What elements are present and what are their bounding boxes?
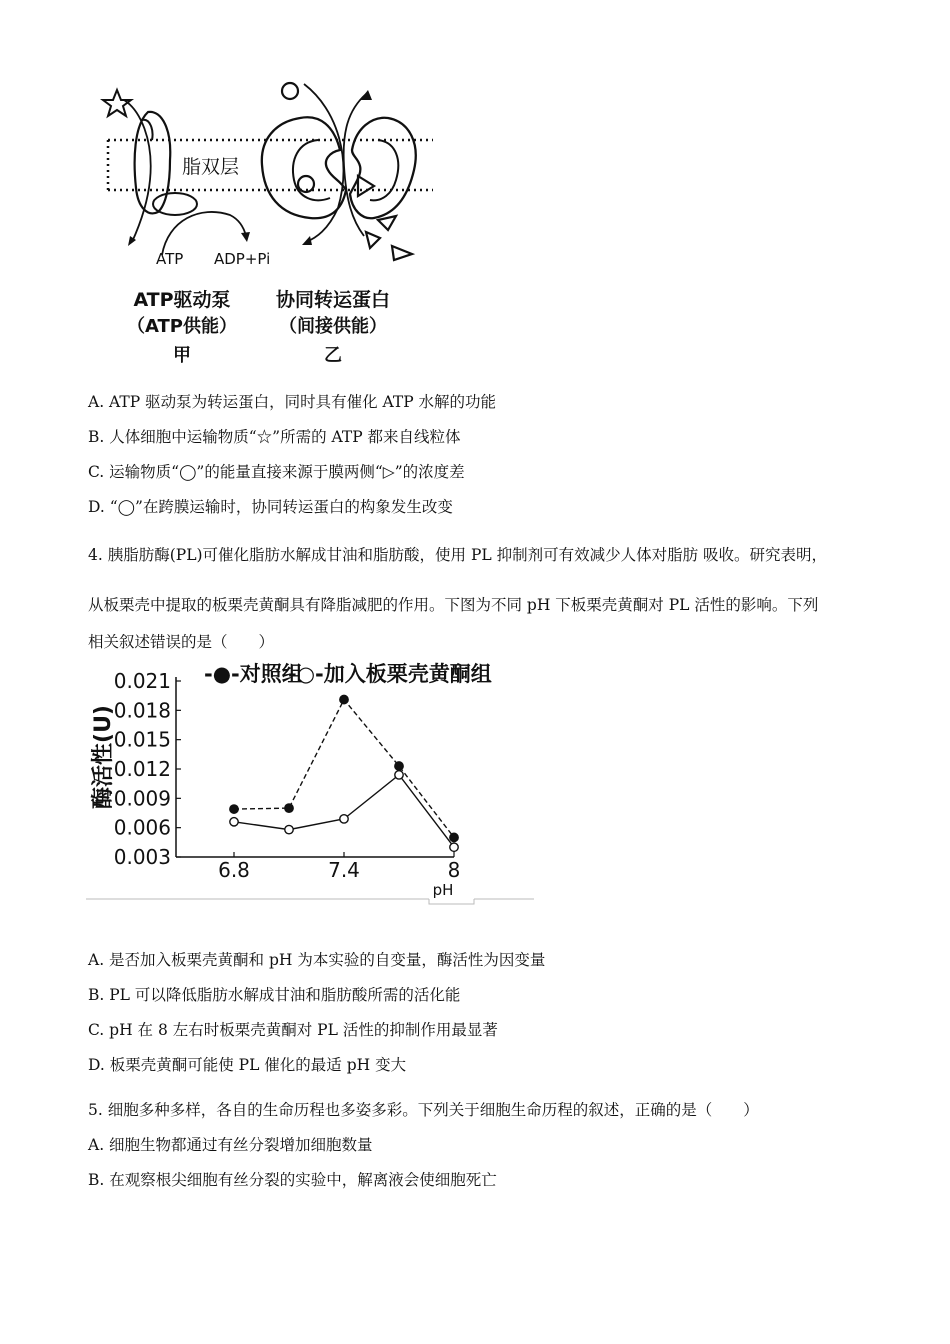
q3-option-d: D. “◯”在跨膜运输时，协同转运蛋白的构象发生改变: [88, 498, 453, 516]
atp-pump-shape: [135, 112, 171, 213]
data-point-control: [340, 695, 348, 703]
legend-treatment: -○-加入板栗壳黄酮组: [288, 662, 492, 686]
triangle-icon: [366, 232, 380, 248]
atp-binding-domain: [153, 193, 197, 215]
q4-option-c: C. pH 在 8 左右时板栗壳黄酮对 PL 活性的抑制作用最显著: [88, 1021, 498, 1039]
chart-series: [230, 695, 458, 851]
q5-stem: 5. 细胞多种多样，各自的生命历程也多姿多彩。下列关于细胞生命历程的叙述，正确的是（ ）: [88, 1101, 759, 1119]
q4-stem-line1: 4. 胰脂肪酶(PL)可催化脂肪水解成甘油和脂肪酸，使用 PL 抑制剂可有效减少人体对脂肪 吸收。研究表明，: [88, 546, 828, 564]
transport-diagram: [90, 70, 450, 370]
pump-a-tag: 甲: [173, 345, 191, 366]
y-tick-label: 0.021: [113, 669, 171, 693]
enzyme-activity-chart: [84, 655, 536, 907]
label-atp: ATP: [156, 250, 184, 268]
pump-b-title: 协同转运蛋白: [275, 289, 391, 311]
q3-option-a: A. ATP 驱动泵为转运蛋白，同时具有催化 ATP 水解的功能: [88, 393, 497, 411]
chart-legend: [204, 662, 492, 686]
data-point-control: [285, 804, 293, 812]
q4-option-b: B. PL 可以降低脂肪水解成甘油和脂肪酸所需的活化能: [88, 986, 461, 1004]
cotransporter-right-lobe: [350, 118, 416, 218]
y-tick-label: 0.006: [113, 815, 171, 840]
q4-stem-line2: 从板栗壳中提取的板栗壳黄酮具有降脂减肥的作用。下图为不同 pH 下板栗壳黄酮对 PL 活性的影响。下列: [88, 596, 819, 614]
data-point-control: [395, 762, 403, 770]
transport-figure: [90, 70, 450, 370]
data-point-treatment: [340, 815, 348, 823]
y-tick-label: 0.003: [113, 845, 171, 869]
y-tick-label: 0.015: [113, 727, 171, 752]
x-tick-label: 7.4: [328, 858, 360, 882]
data-point-treatment: [230, 818, 238, 826]
pump-a-title: ATP驱动泵: [133, 289, 231, 311]
y-tick-label: 0.012: [113, 757, 171, 781]
x-axis-label: pH: [432, 881, 454, 899]
legend-control: -●-对照组: [204, 662, 303, 686]
q4-stem-line3: 相关叙述错误的是（ ）: [88, 633, 275, 651]
triangle-icon: [378, 216, 396, 230]
q5-option-a: A. 细胞生物都通过有丝分裂增加细胞数量: [88, 1136, 373, 1154]
label-adp-pi: ADP+Pi: [214, 250, 271, 268]
data-point-treatment: [450, 843, 458, 851]
data-point-control: [450, 833, 458, 841]
y-tick-label: 0.018: [113, 698, 171, 723]
label-bilayer: 脂双层: [182, 156, 240, 178]
bound-triangle-icon: [358, 176, 374, 196]
triangle-icon: [392, 246, 412, 260]
q3-option-b: B. 人体细胞中运输物质“☆”所需的 ATP 都来自线粒体: [88, 428, 461, 446]
data-point-control: [230, 805, 238, 813]
data-point-treatment: [395, 771, 403, 779]
q5-option-b: B. 在观察根尖细胞有丝分裂的实验中，解离液会使细胞死亡: [88, 1171, 497, 1189]
pump-a-sub: （ATP供能）: [126, 316, 238, 337]
pump-b-tag: 乙: [324, 345, 342, 366]
cotransporter-left-lobe: [262, 117, 346, 218]
q4-option-d: D. 板栗壳黄酮可能使 PL 催化的最适 pH 变大: [88, 1056, 407, 1074]
x-tick-label: 6.8: [218, 858, 250, 882]
chart-svg: [84, 655, 536, 907]
pump-b-sub: （间接供能）: [279, 316, 387, 337]
y-axis-label: 酶活性(U): [91, 705, 116, 809]
chart-axes: [176, 677, 454, 857]
membrane-bilayer: [108, 140, 433, 190]
q4-option-a: A. 是否加入板栗壳黄酮和 pH 为本实验的自变量，酶活性为因变量: [88, 951, 546, 969]
q3-option-c: C. 运输物质“◯”的能量直接来源于膜两侧“▷”的浓度差: [88, 463, 465, 481]
y-ticks: [114, 669, 181, 869]
series-line-treatment: [234, 775, 454, 847]
x-tick-label: 8: [447, 858, 461, 882]
data-point-treatment: [285, 825, 293, 833]
circle-substance-icon: [282, 83, 298, 99]
y-tick-label: 0.009: [113, 786, 171, 811]
